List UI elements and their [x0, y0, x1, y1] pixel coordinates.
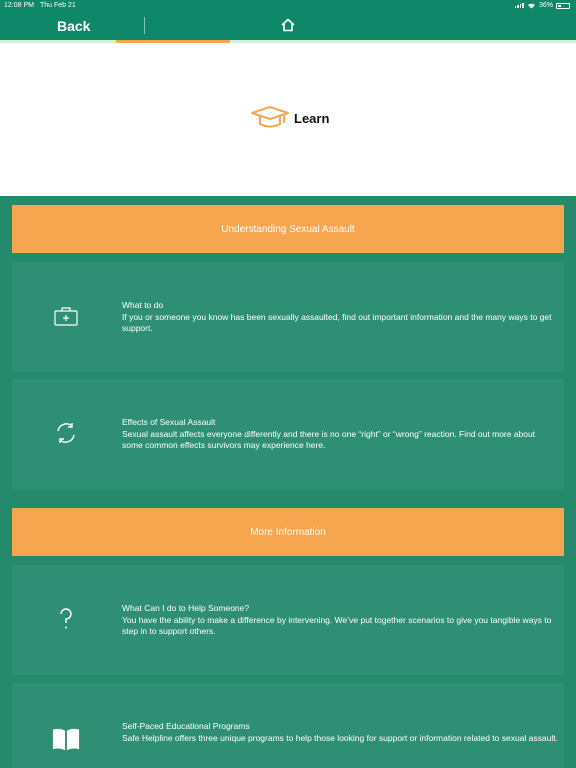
card-description: You have the ability to make a difference by intervening. We’ve put together scenarios to give you tangible ways to step in to support others.: [122, 615, 552, 636]
card-text: [122, 603, 558, 637]
card-title: Self-Paced Educational Programs: [122, 721, 250, 731]
status-indicators: [515, 2, 570, 9]
open-book-icon: [52, 725, 80, 753]
graduation-cap-icon: [250, 105, 290, 131]
battery-icon: [556, 3, 570, 9]
card-text: [122, 721, 558, 744]
card-educational-programs[interactable]: [12, 683, 564, 768]
section-header-understanding[interactable]: Understanding Sexual Assault: [12, 205, 564, 253]
navigation-bar: [0, 12, 576, 40]
card-title: What to do: [122, 300, 164, 310]
refresh-cycle-icon: [52, 419, 80, 447]
card-help-someone[interactable]: [12, 565, 564, 675]
battery-percent: 36%: [538, 2, 553, 9]
card-text: [122, 417, 558, 451]
card-title: Effects of Sexual Assault: [122, 417, 216, 427]
status-time: 12:08 PM: [4, 2, 34, 9]
question-mark-icon: [52, 605, 80, 633]
card-effects-of-sexual-assault[interactable]: [12, 379, 564, 489]
card-description: Safe Helpline offers three unique programs to help those looking for support or information related to sexual assault.: [122, 733, 558, 743]
header-panel: [0, 43, 576, 196]
first-aid-kit-icon: [52, 302, 80, 330]
page-title: Learn: [294, 110, 330, 126]
card-description: If you or someone you know has been sexually assaulted, find out important information and the many ways to get support.: [122, 312, 552, 333]
card-what-to-do[interactable]: [12, 262, 564, 372]
wifi-icon: [527, 2, 536, 9]
card-text: [122, 300, 558, 334]
section-header-more-information[interactable]: More Information: [12, 508, 564, 556]
signal-icon: [515, 3, 524, 8]
card-title: What Can I do to Help Someone?: [122, 603, 250, 613]
back-button[interactable]: Back: [57, 18, 91, 34]
status-bar: [0, 0, 576, 12]
nav-divider: [144, 17, 145, 34]
card-description: Sexual assault affects everyone differently and there is no one “right” or “wrong” reaction. Find out more about some common effects survivors may experience here.: [122, 429, 536, 450]
learn-heading: [250, 105, 329, 131]
home-icon[interactable]: [280, 17, 296, 33]
status-date: Thu Feb 21: [40, 2, 76, 9]
